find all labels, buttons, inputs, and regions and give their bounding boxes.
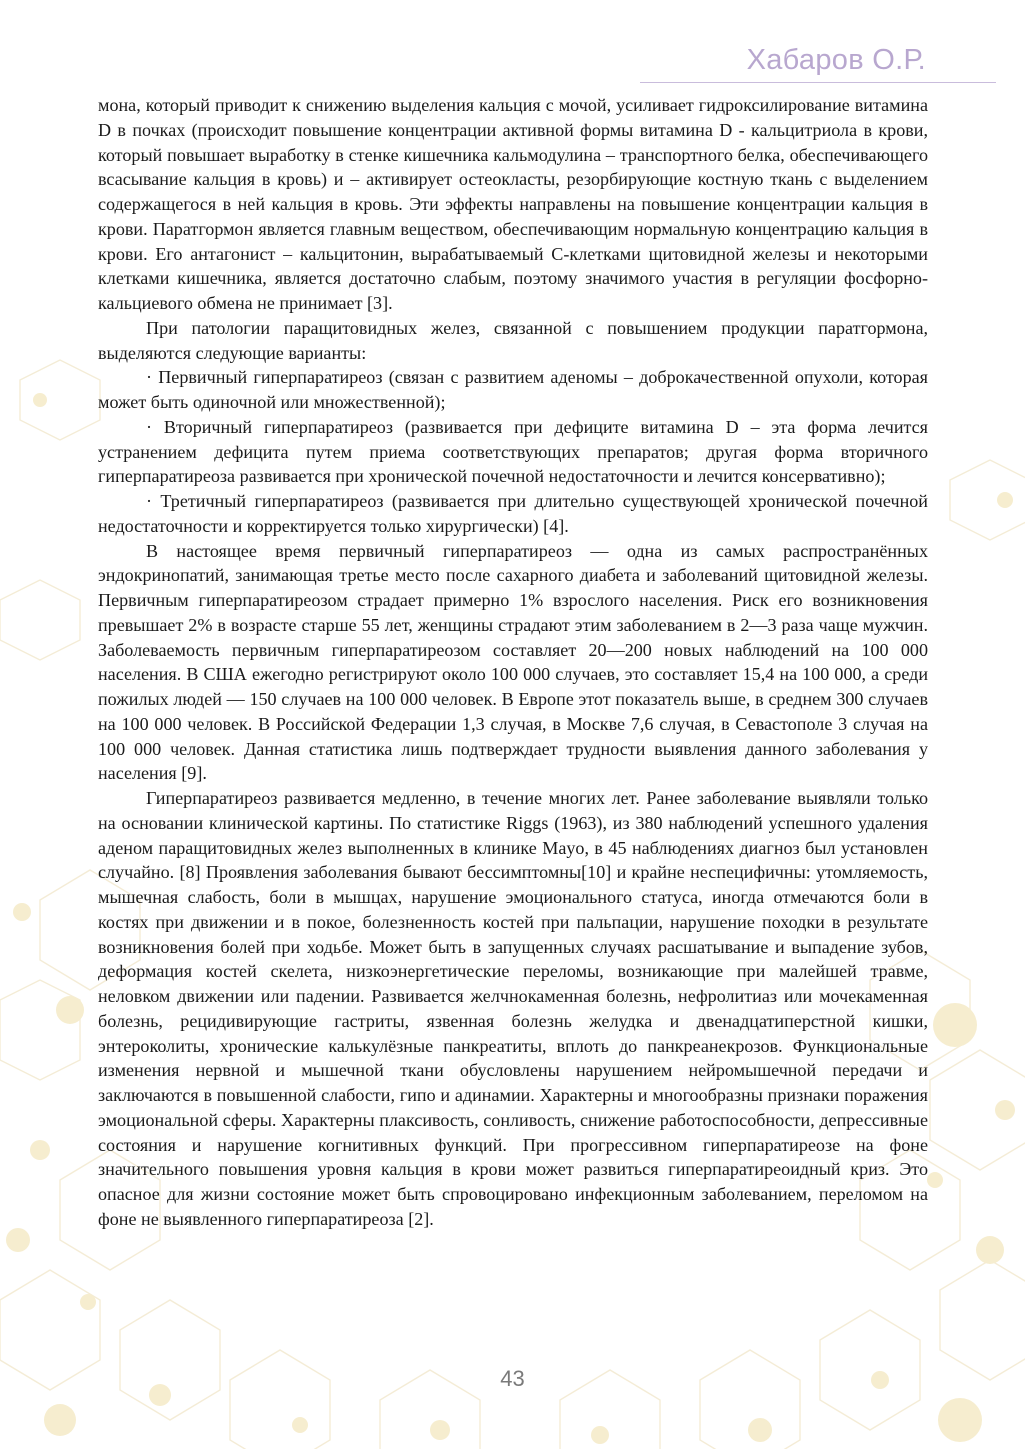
paragraph: Гиперпаратиреоз развивается медленно, в течение многих лет. Ранее заболевание выявляли только на основании клинической картины. По статистике Riggs (1963), из 380 наблюдений успешного удаления аденом паращитовидных желез выполненных в клинике Mayo, в 45 наблюдениях диагноз был установлен случайно. [8] Проявления заболевания бывают бессимптомны[10] и крайне неспецифичны: утомляемость, мышечная слабость, боли в мышцах, нарушение эмоционального статуса, иногда отмечаются боли в костях при движении и в покое, болезненность костей при пальпации, нарушение походки в результате возникновения болей при ходьбе. Может быть в запущенных случаях расшатывание и выпадение зубов, деформация костей скелета, низкоэнергетические переломы, возникающие при малейшей травме, неловком движении или падении. Развивается желчнокаменная болезнь, нефролитиаз или мочекаменная болезнь, рецидивирующие гастриты, язвенная болезнь желудка и двенадцатиперстной кишки, энтероколиты, хронические калькулёзные панкреатиты, вплоть до панкреанекрозов. Функциональные изменения нервной и мышечной ткани обусловлены нарушением нейромышечной передачи и заключаются в повышенной слабости, гипо и адинамии. Характерны и многообразны признаки поражения эмоциональной сферы. Характерны плаксивость, сонливость, снижение работоспособности, депрессивные состояния и нарушение когнитивных функций. При прогрессивном гиперпаратиреозе на фоне значительного повышения уровня кальция в крови может развиться гиперпаратиреоидный криз. Это опасное для жизни состояние может быть спровоцировано инфекционным заболеванием, переломом на фоне не выявленного гиперпаратиреоза [2]. <box>98 788 928 1229</box>
paragraph: В настоящее время первичный гиперпаратиреоз — одна из самых распространённых эндокринопатий, занимающая третье место после сахарного диабета и заболеваний щитовидной железы. Первичным гиперпаратиреозом страдает примерно 1% взрослого населения. Риск его возникновения превышает 2% в возрасте старше 55 лет, женщины страдают этим заболеванием в 2—3 раза чаще мужчин. Заболеваемость первичным гиперпаратиреозом составляет 20—200 новых наблюдений на 100 000 населения. В США ежегодно регистрируют около 100 000 случаев, это составляет 15,4 на 100 000, а среди пожилых людей — 150 случаев на 100 000 человек. В Европе этот показатель выше, в среднем 300 случаев на 100 000 человек. В Российской Федерации 1,3 случая, в Москве 7,6 случая, в Севастополе 3 случая на 100 000 человек. Данная статистика лишь подтверждает трудности выявления данного заболевания у населения [9]. <box>98 540 928 784</box>
page-number: 43 <box>500 1366 525 1391</box>
header-rule <box>640 82 996 83</box>
list-item: · Первичный гиперпаратиреоз (связан с развитием аденомы – доброкачественной опухоли, которая может быть одиночной или множественной); <box>98 367 928 412</box>
paragraph: При патологии паращитовидных желез, связанной с повышением продукции паратгормона, выделяются следующие варианты: <box>98 317 928 363</box>
page-header <box>640 38 996 86</box>
article-body <box>98 93 928 1232</box>
list-item: · Вторичный гиперпаратиреоз (развивается при дефиците витамина D – эта форма лечится устранением дефицита путем приема соответствующих препаратов; другая форма вторичного гиперпаратиреоза развивается при хронической почечной недостаточности и лечится консервативно); <box>98 416 928 487</box>
paragraph: мона, который приводит к снижению выделения кальция с мочой, усиливает гидроксилирование витамина D в почках (происходит повышение концентрации активной формы витамина D - кальцитриола в крови, который повышает выработку в стенке кишечника кальмодулина – транспортного белка, обеспечивающего всасывание кальция в кровь) и – активирует остеокласты, резорбирующие костную ткань с выделением содержащегося в ней кальция в кровь. Эти эффекты направлены на повышение концентрации кальция в крови. Паратгормон является главным веществом, обеспечивающим нормальную концентрацию кальция в крови. Его антагонист – кальцитонин, вырабатываемый С-клетками щитовидной железы и некоторыми клетками кишечника, является достаточно слабым, поэтому значимого участия в регуляции фосфорно-кальциевого обмена не принимает [3]. <box>98 95 928 313</box>
header-author: Хабаров О.Р. <box>746 44 926 76</box>
list-item: · Третичный гиперпаратиреоз (развивается при длительно существующей хронической почечной недостаточности и корректируется только хирургически) [4]. <box>98 491 928 536</box>
